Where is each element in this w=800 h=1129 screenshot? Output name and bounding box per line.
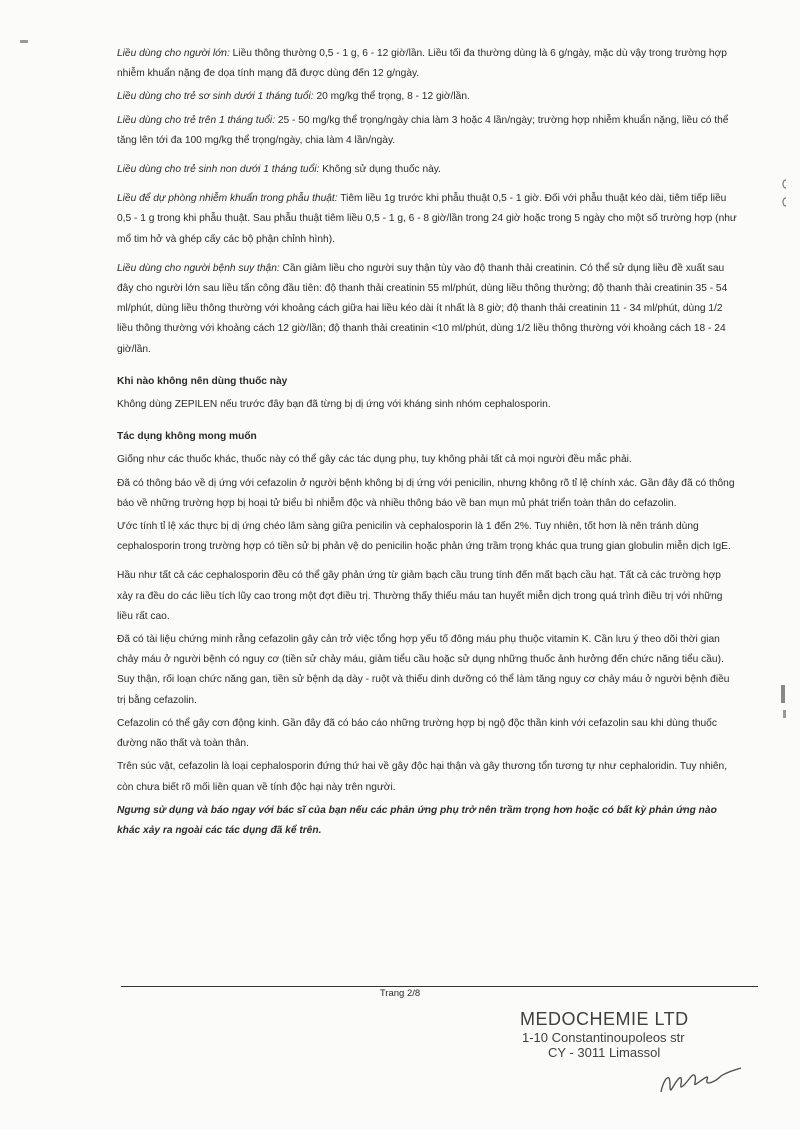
dosage-children — [117, 111, 739, 151]
paragraph-lead: Liều dùng cho trẻ sinh non dưới 1 tháng tuổi: — [117, 164, 320, 176]
warning-text: Ngưng sử dụng và báo ngay với bác sĩ của bạn nếu các phản ứng phụ trở nên trầm trọng hơn hoặc có bất kỳ phản ứng nào khác xảy ra ngoài các tác dụng đã kể trên. — [117, 804, 717, 836]
margin-scan-marks — [772, 150, 796, 770]
stamp-address: 1-10 Constantinoupoleos str — [522, 1030, 685, 1045]
paragraph-text: Cần giảm liều cho người suy thận tùy vào độ thanh thải creatinin. Có thể sử dụng liều đề xuất sau đây cho người lớn sau liều tấn công đầu tiên: độ thanh thải creatinin 55 ml/phút, dùng liều thông thường; độ thanh thải creatinin 35 - 54 ml/phút, dùng liều thông thường với khoảng cách giữa hai liều kéo dài ít nhất là 8 giờ; độ thanh thải creatinin 11 - 34 ml/phút, dùng 1/2 liều thông thường với khoảng cách 12 giờ/lần; độ thanh thải creatinin <10 ml/phút, dùng 1/2 liều thông thường với khoảng cách 18 - 24 giờ/lần. — [117, 262, 728, 355]
stamp-company-name: MEDOCHEMIE LTD — [520, 1009, 689, 1029]
paragraph-lead: Liều dùng cho người lớn: — [117, 48, 230, 59]
side-effects-paragraph: Cefazolin có thể gây cơn động kinh. Gần đây đã có báo cáo những trường hợp bị ngộ độc thần kinh với cefazolin sau khi dùng thuốc đường não thất và toàn thân. — [117, 717, 717, 750]
side-effects-paragraph: Giống như các thuốc khác, thuốc này có thể gây các tác dụng phụ, tuy không phải tất cả mọi người đều mắc phải. — [117, 454, 632, 466]
paragraph-lead: Liều dùng cho người bệnh suy thận: — [117, 262, 280, 274]
footer-rule — [121, 986, 758, 987]
page-number: Trang 2/8 — [379, 988, 421, 999]
side-effects-paragraph: Hầu như tất cả các cephalosporin đều có thể gây phản ứng từ giảm bạch cầu trung tính đến mất bạch cầu hạt. Tất cả các trường hợp xảy ra đều do các liều tích lũy cao trong một đợt điều trị. Thường thấy thiếu máu tan huyết miễn dịch trong quá trình điều trị với những liều rất cao. — [117, 570, 723, 622]
paragraph-text: Tiêm liều 1g trước khi phẫu thuật 0,5 - 1 giờ. Đối với phẫu thuật kéo dài, tiêm tiếp liều 0,5 - 1 g trong khi phẫu thuật. Sau phẫu thuật tiêm liều 0,5 - 1 g, 6 - 8 giờ/lần trong 24 giờ hoặc trong 5 ngày cho một số trường hợp (như mổ tim hở và ghép cấy các bộ phận chỉnh hình). — [117, 193, 737, 245]
company-stamp — [520, 1008, 720, 1060]
paragraph-text: 25 - 50 mg/kg thể trọng/ngày chia làm 3 hoặc 4 lần/ngày; trường hợp nhiễm khuẩn nặng, liều có thể tăng lên tới đa 100 mg/kg thể trọng/ngày, chia làm 4 lần/ngày. — [117, 114, 729, 146]
side-effects-paragraph: Đã có thông báo về dị ứng với cefazolin ở người bệnh không bị dị ứng với penicilin, nhưng không rõ tỉ lệ chính xác. Gần đây đã có thông báo về những trường hợp bị hoại tử biểu bì nhiễm độc và nhiều thông báo về ban mụn mủ phát triển toàn thân do cefazolin. — [117, 477, 735, 509]
paragraph-text: 20 mg/kg thể trọng, 8 - 12 giờ/lần. — [313, 91, 470, 103]
side-effects-paragraph: Đã có tài liệu chứng minh rằng cefazolin gây cản trở việc tổng hợp yếu tố đông máu phụ thuộc vitamin K. Cần lưu ý theo dõi thời gian chảy máu ở người bệnh có nguy cơ (tiền sử chảy máu, giảm tiểu cầu hoặc sử dụng những thuốc ảnh hưởng đến chức năng tiểu cầu). Suy thận, rối loạn chức năng gan, tiền sử bệnh dạ dày - ruột và thiếu dinh dưỡng có thể làm tăng nguy cơ chảy máu ở người bệnh điều trị bằng cefazolin. — [117, 634, 730, 706]
paragraph-lead: Liều dùng cho trẻ sơ sinh dưới 1 tháng tuổi: — [117, 91, 314, 103]
main-content — [117, 44, 739, 844]
side-effects-paragraph: Ước tính tỉ lệ xác thực bị dị ứng chéo lâm sàng giữa penicilin và cephalosporin là 1 đến 2%. Tuy nhiên, tốt hơn là nên tránh dùng cephalosporin trong trường hợp có tiền sử bị phản vệ do penicilin hoặc phản ứng trầm trọng khác qua trung gian globulin miễn dịch IgE. — [117, 521, 731, 553]
dosage-adults — [117, 44, 739, 84]
paragraph-lead: Liều dùng cho trẻ trên 1 tháng tuổi: — [117, 114, 276, 126]
paragraph-text: Liều thông thường 0,5 - 1 g, 6 - 12 giờ/lần. Liều tối đa thường dùng là 6 g/ngày, mặc dù vậy trong trường hợp nhiễm khuẩn nặng đe dọa tính mạng đã được dùng đến 12 g/ngày. — [117, 48, 727, 80]
scan-mark — [20, 40, 28, 43]
contraindications-text: Không dùng ZEPILEN nếu trước đây bạn đã từng bị dị ứng với kháng sinh nhóm cephalosporin. — [117, 399, 551, 411]
paragraph-text: Không sử dụng thuốc này. — [319, 164, 441, 176]
section-heading-contraindications: Khi nào không nên dùng thuốc này — [117, 375, 288, 387]
side-effects-paragraph: Trên súc vật, cefazolin là loại cephalosporin đứng thứ hai về gây độc hại thận và gây thương tổn tương tự như cephaloridin. Tuy nhiên, còn chưa biết rõ mối liên quan về tính độc hại này trên người. — [117, 761, 728, 793]
dosage-neonates — [117, 87, 739, 107]
dosage-premature — [117, 160, 739, 180]
paragraph-lead: Liều để dự phòng nhiễm khuẩn trong phẫu thuật: — [117, 193, 338, 205]
stamp-city: CY - 3011 Limassol — [548, 1045, 661, 1060]
handwritten-signature — [655, 1062, 745, 1102]
dosage-renal-impairment — [117, 259, 739, 360]
section-heading-side-effects: Tác dụng không mong muốn — [117, 431, 257, 443]
dosage-surgical-prophylaxis — [117, 189, 739, 250]
